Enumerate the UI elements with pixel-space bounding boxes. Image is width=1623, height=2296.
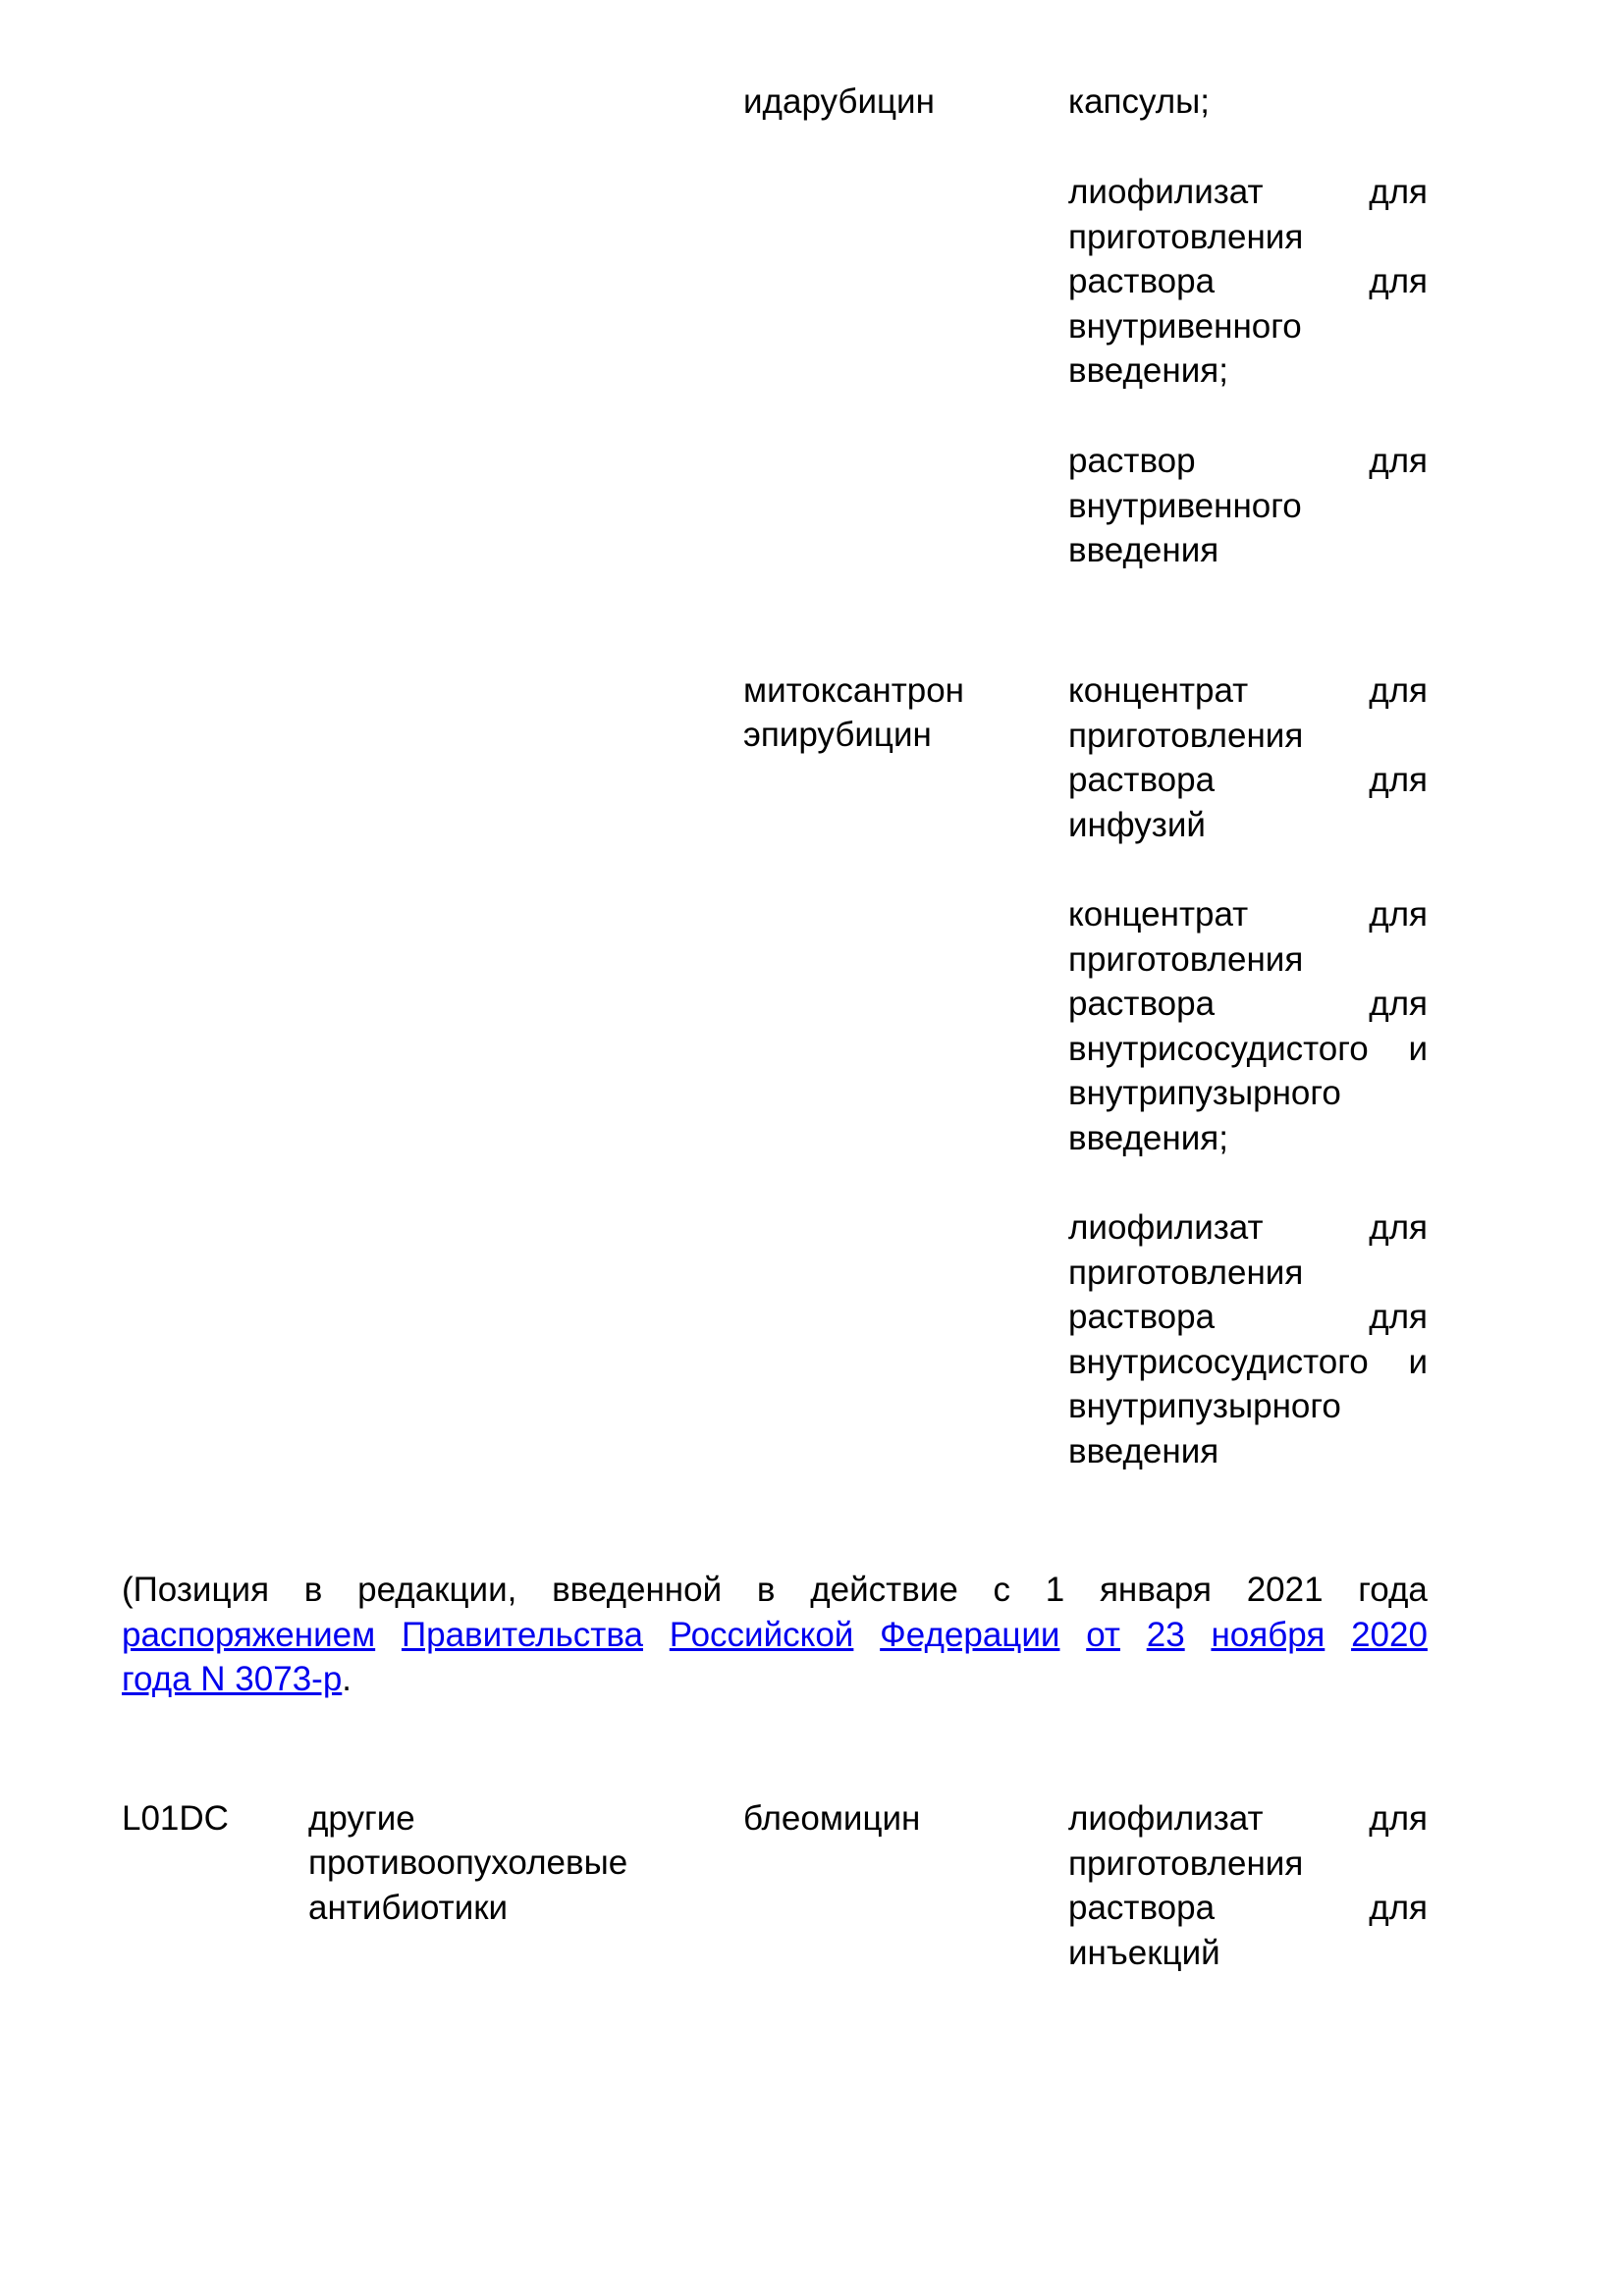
word: 2020 (1351, 1615, 1428, 1654)
word: 23 (1146, 1615, 1185, 1654)
dosage-form-line (1068, 259, 1428, 304)
dosage-form-line: капсулы; (1068, 82, 1211, 121)
amendment-link[interactable] (122, 1613, 1428, 1658)
word: лиофилизат (1068, 1799, 1264, 1838)
word: и (1408, 1029, 1428, 1068)
dosage-form-line (1068, 1205, 1428, 1251)
word: для (1369, 262, 1428, 300)
dosage-form (1068, 439, 1428, 573)
word: введенной (552, 1571, 723, 1609)
dosage-form (1068, 892, 1428, 1160)
word: распоряжением (122, 1615, 376, 1654)
word: концентрат (1068, 895, 1249, 934)
dosage-form-line (1068, 439, 1428, 484)
drug-name: митоксантрон (743, 671, 965, 710)
dosage-form-line: введения; (1068, 1118, 1228, 1157)
dosage-form-line: приготовления (1068, 939, 1304, 979)
dosage-form-line: введения (1068, 531, 1219, 569)
atc-group-line: противоопухолевые (308, 1843, 628, 1882)
word: с (993, 1571, 1011, 1609)
note-tail: . (342, 1660, 352, 1698)
word: редакции, (357, 1571, 517, 1609)
word: года (1358, 1571, 1428, 1609)
word: от (1086, 1615, 1120, 1654)
word: раствора (1068, 1889, 1216, 1927)
word: января (1099, 1571, 1212, 1609)
dosage-form-line (1068, 758, 1428, 803)
dosage-form-line: приготовления (1068, 1253, 1304, 1292)
word: для (1369, 985, 1428, 1023)
dosage-form-line (1068, 1295, 1428, 1340)
word: раствор (1068, 442, 1196, 480)
dosage-form (1068, 80, 1428, 125)
word: для (1369, 1889, 1428, 1927)
dosage-form-line: внутрипузырного (1068, 1074, 1341, 1112)
word: для (1369, 895, 1428, 934)
dosage-form-line (1068, 170, 1428, 215)
dosage-form-line (1068, 1886, 1428, 1931)
word: Российской (669, 1615, 854, 1654)
amendment-link-line[interactable] (122, 1613, 1428, 1658)
word: раствора (1068, 262, 1216, 300)
drug-name: идарубицин (743, 82, 935, 121)
dosage-form-line (1068, 668, 1428, 714)
word: раствора (1068, 1298, 1216, 1336)
dosage-form-line (1068, 982, 1428, 1027)
atc-group-line: другие (308, 1799, 415, 1838)
word: лиофилизат (1068, 1208, 1264, 1247)
word: 1 (1045, 1571, 1065, 1609)
word: Правительства (401, 1615, 643, 1654)
dosage-form-line: приготовления (1068, 1843, 1304, 1883)
dosage-form-line: инъекций (1068, 1933, 1220, 1972)
word: для (1369, 442, 1428, 480)
dosage-form-line: внутривенного (1068, 486, 1302, 525)
word: лиофилизат (1068, 173, 1264, 211)
word: для (1369, 1799, 1428, 1838)
word: для (1369, 1208, 1428, 1247)
dosage-form-line (1068, 1340, 1428, 1385)
dosage-form (1068, 1796, 1428, 1975)
drug-name: эпирубицин (743, 716, 932, 754)
amendment-link-end[interactable]: года N 3073-р (122, 1660, 343, 1698)
dosage-form-line (1068, 892, 1428, 937)
atc-code: L01DC (122, 1799, 229, 1838)
word: для (1369, 761, 1428, 799)
note-line (122, 1568, 1428, 1613)
amendment-note (122, 1568, 1428, 1702)
word: в (303, 1571, 323, 1609)
word: ноября (1211, 1615, 1325, 1654)
dosage-form-line: внутривенного (1068, 306, 1302, 346)
dosage-form-line: приготовления (1068, 716, 1304, 755)
word: раствора (1068, 761, 1216, 799)
note-line (122, 1657, 1428, 1702)
word: для (1369, 671, 1428, 710)
drug-name: блеомицин (743, 1799, 921, 1838)
word: внутрисосудистого (1068, 1342, 1369, 1381)
word: для (1369, 173, 1428, 211)
word: раствора (1068, 985, 1216, 1023)
word: действие (810, 1571, 958, 1609)
dosage-form (1068, 668, 1428, 847)
word: (Позиция (122, 1571, 270, 1609)
atc-group-line: антибиотики (308, 1889, 509, 1927)
word: концентрат (1068, 671, 1249, 710)
dosage-form-line (1068, 1796, 1428, 1842)
word: для (1369, 1298, 1428, 1336)
word: Федерации (880, 1615, 1060, 1654)
dosage-form-line: приготовления (1068, 217, 1304, 256)
word: и (1408, 1342, 1428, 1381)
dosage-form (1068, 1205, 1428, 1473)
word: в (756, 1571, 776, 1609)
dosage-form-line (1068, 1027, 1428, 1072)
dosage-form-line: введения; (1068, 351, 1228, 390)
dosage-form-line: внутрипузырного (1068, 1387, 1341, 1425)
word: внутрисосудистого (1068, 1029, 1369, 1068)
dosage-form-line: введения (1068, 1431, 1219, 1470)
word: 2021 (1246, 1571, 1324, 1609)
dosage-form (1068, 170, 1428, 394)
dosage-form-line: инфузий (1068, 805, 1206, 844)
